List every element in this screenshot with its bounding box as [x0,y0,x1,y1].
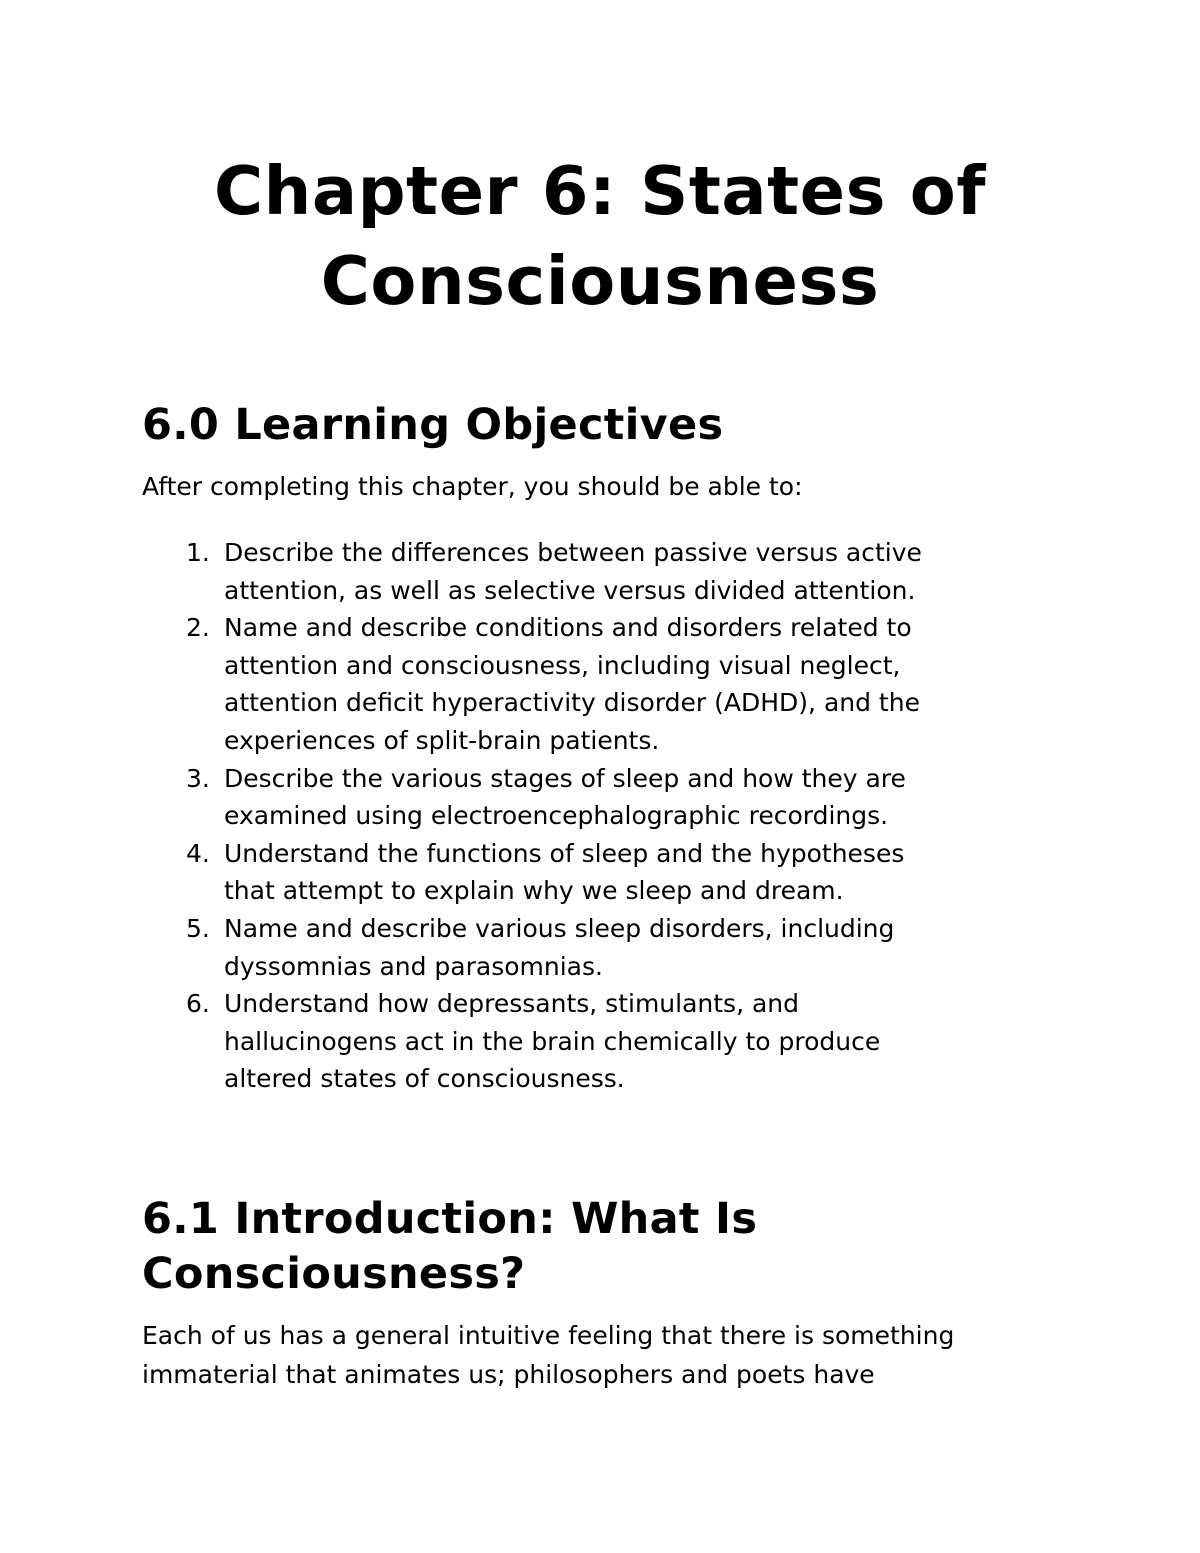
objective-line: that attempt to explain why we sleep and dream. [224,876,844,906]
objective-line: attention deficit hyperactivity disorder (ADHD), and the [224,688,920,718]
objective-number: 2. [186,613,210,643]
objective-line: Describe the differences between passive versus active [224,538,922,567]
objectives-list [0,534,1044,1098]
objective-line: attention and consciousness, including visual neglect, [224,650,901,680]
objective-item-4 [0,835,1044,910]
introduction-heading-line-2: Consciousness? [142,1249,526,1299]
introduction-paragraph [142,1316,1072,1394]
chapter-title [0,146,1200,326]
objective-item-5 [0,910,1044,985]
objective-line: attention, as well as selective versus divided attention. [224,575,916,605]
objective-item-1 [0,534,1044,609]
objective-text [224,534,1044,609]
objective-text [224,910,1044,985]
objective-line: Understand how depressants, stimulants, and [224,989,800,1019]
objective-line: Name and describe various sleep disorders, including [224,913,895,943]
objective-number: 1. [186,538,210,567]
chapter-title-line-2: Consciousness [320,242,880,320]
introduction-heading-line-1: 6.1 Introduction: What Is [142,1194,758,1244]
objective-line: altered states of consciousness. [224,1064,625,1094]
objective-item-6 [0,985,1044,1098]
learning-objectives-heading: 6.0 Learning Objectives [142,400,724,450]
objective-line: Describe the various stages of sleep and how they are [224,763,906,793]
objective-item-3 [0,760,1044,835]
objective-text [224,760,1044,835]
objective-number: 4. [186,838,210,868]
objective-line: Name and describe conditions and disorders related to [224,613,912,643]
objective-number: 6. [186,989,210,1019]
objective-text [224,835,1044,910]
objective-number: 3. [186,763,210,793]
chapter-title-line-1: Chapter 6: States of [214,152,986,230]
objective-text [224,985,1044,1098]
objective-line: dyssomnias and parasomnias. [224,951,603,981]
objective-text [224,609,1044,759]
objective-line: Understand the functions of sleep and the hypotheses [224,838,905,868]
objectives-intro-text: After completing this chapter, you should be able to: [142,472,803,501]
paragraph-line-2: immaterial that animates us; philosophers and poets have [142,1360,875,1389]
objective-item-2 [0,609,1044,759]
introduction-heading [142,1192,1042,1302]
objective-line: examined using electroencephalographic recordings. [224,801,889,831]
objective-line: hallucinogens act in the brain chemically to produce [224,1026,881,1056]
paragraph-line-1: Each of us has a general intuitive feeling that there is something [142,1321,955,1350]
objective-number: 5. [186,913,210,943]
objective-line: experiences of split-brain patients. [224,725,660,755]
